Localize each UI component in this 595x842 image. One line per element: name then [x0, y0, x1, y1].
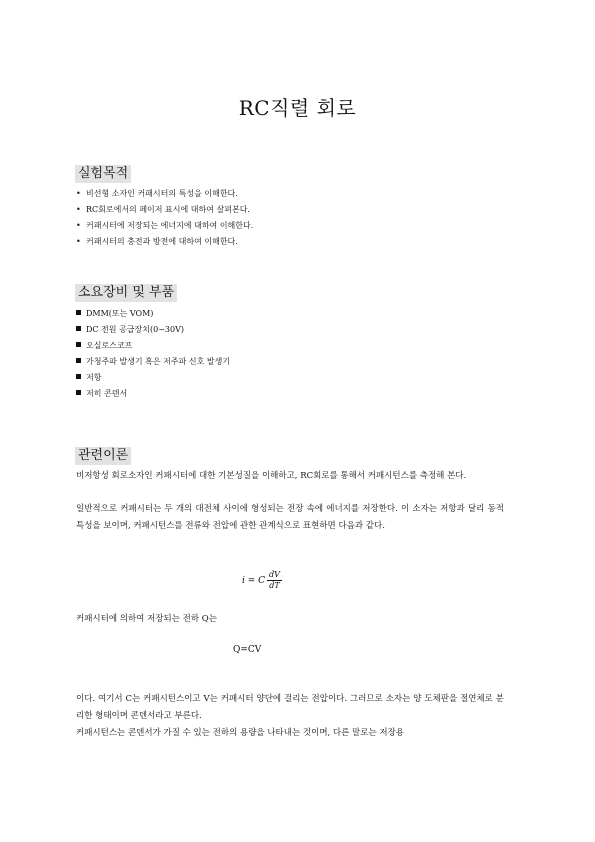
charge-line: 커패시터에 의하여 저장되는 전하 Q는: [76, 614, 217, 624]
square-bullet-icon: [76, 342, 81, 347]
square-bullet-icon: [76, 326, 81, 331]
derivative-fraction: $\frac{dV}{dT}$: [269, 570, 280, 590]
theory-paragraph-1: 비저항성 회로소자인 커패시터에 대한 기본성질을 이해하고, RC회로를 통해서 커패시턴스를 측정해 본다.: [76, 471, 467, 481]
list-item: 저히 콘덴서: [76, 386, 230, 402]
list-item: • 비선형 소자인 커패시터의 특성을 이해한다.: [76, 186, 253, 202]
section-heading-purpose: 실험목적: [75, 165, 131, 183]
square-bullet-icon: [76, 374, 81, 379]
list-item: DC 전원 공급장치(0~30V): [76, 322, 230, 338]
bullet-icon: •: [76, 189, 81, 198]
theory-paragraph-4: 커패시턴스는 콘덴서가 가질 수 있는 전하의 용량을 나타내는 것이며, 다른 말로는 저장용: [76, 728, 405, 738]
theory-paragraph-2: 일반적으로 커패시터는 두 개의 대전체 사이에 형성되는 전장 속에 에너지를 저장한다. 이 소자는 저항과 달리 동적 특성을 보이며, 커패시턴스를 전류와 전압에 관한 관계식으로 표현하면 다음과 같다.: [76, 504, 504, 531]
square-bullet-icon: [76, 390, 81, 395]
purpose-list: [76, 186, 253, 250]
charge-formula: Q=CV: [233, 645, 262, 655]
list-item: • 커패시터에 저장되는 에너지에 대하여 이해한다.: [76, 218, 253, 234]
page-title: RC직렬 회로: [238, 96, 357, 120]
list-item: 저항: [76, 370, 230, 386]
list-item: • 커패시터의 충전과 방전에 대하여 이해한다.: [76, 234, 253, 250]
section-heading-equipment: 소요장비 및 부품: [75, 284, 177, 302]
bullet-icon: •: [76, 237, 81, 246]
square-bullet-icon: [76, 358, 81, 363]
bullet-icon: •: [76, 205, 81, 214]
equipment-list: [76, 306, 230, 402]
list-item: 가청주파 발생기 혹은 저주파 신호 발생기: [76, 354, 230, 370]
theory-paragraph-3: 이다. 여기서 C는 커패시턴스이고 V는 커패시터 양단에 걸리는 전압이다. 그러므로 소자는 양 도체판을 절연체로 분리한 형태이며 콘덴서라고 부른다.: [76, 694, 504, 721]
capacitor-current-formula: i = C $\frac{dV}{dT}$: [242, 570, 280, 590]
square-bullet-icon: [76, 310, 81, 315]
list-item: • RC회로에서의 페이저 표시에 대하여 살펴본다.: [76, 202, 253, 218]
section-heading-theory: 관련이론: [75, 447, 131, 465]
bullet-icon: •: [76, 221, 81, 230]
list-item: 오실로스코프: [76, 338, 230, 354]
list-item: DMM(또는 VOM): [76, 306, 230, 322]
